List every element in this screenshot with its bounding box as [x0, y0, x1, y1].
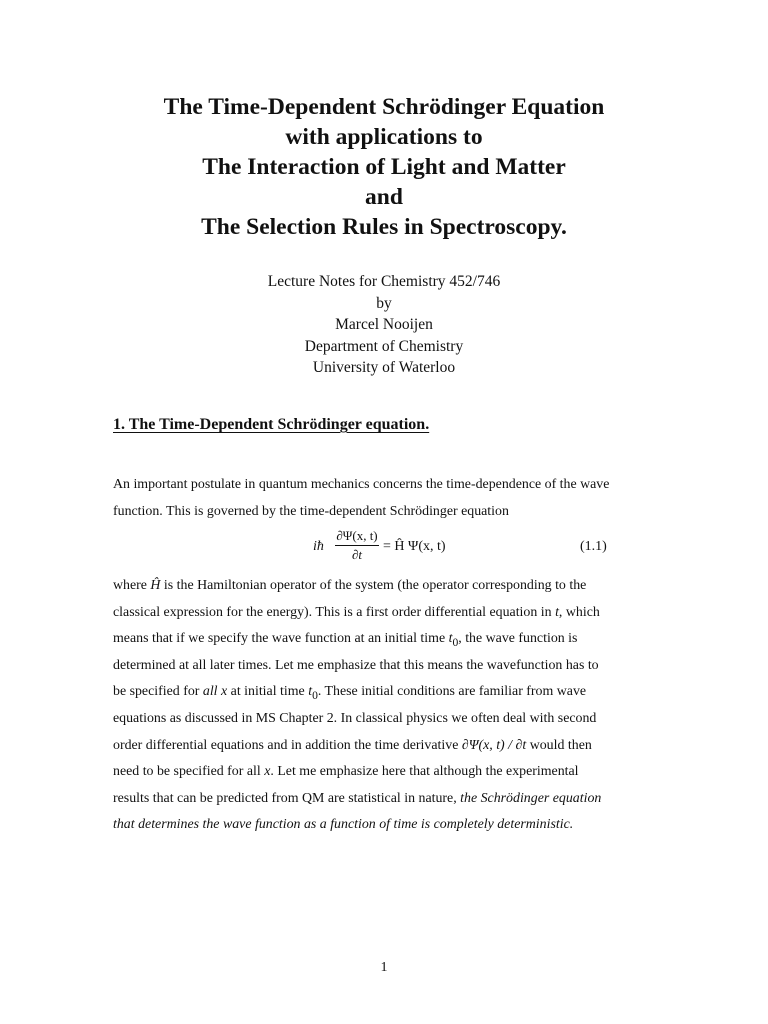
- paragraph-body: [113, 573, 658, 839]
- text-line: [113, 733, 658, 760]
- section-heading: 1. The Time-Dependent Schrödinger equation.: [113, 416, 430, 433]
- text-span: where: [113, 578, 151, 593]
- title-line: The Interaction of Light and Matter: [202, 154, 566, 180]
- text-line: that determines the wave function as a function of time is completely deterministic.: [113, 817, 574, 833]
- equation-denominator: ∂t: [351, 547, 363, 562]
- text-span: results that can be predicted from QM are statistical in nature,: [113, 790, 461, 806]
- text-span: . Let me emphasize here that although the experimental: [270, 764, 579, 780]
- equation-prefix: iħ: [313, 539, 324, 554]
- text-line: [113, 759, 658, 786]
- math-symbol: t: [308, 684, 313, 700]
- page-number: 1: [380, 960, 388, 975]
- title-line: The Selection Rules in Spectroscopy.: [201, 214, 567, 240]
- text-line: determined at all later times. Let me emphasize that this means the wavefunction has to: [113, 657, 599, 673]
- equation-rhs: = Ĥ Ψ(x, t): [383, 539, 446, 554]
- equation-number: (1.1): [580, 539, 607, 554]
- text-span: be specified for: [113, 684, 203, 700]
- math-symbol: t: [555, 604, 559, 620]
- text-line: function. This is governed by the time-dependent Schrödinger equation: [113, 503, 509, 519]
- document-title: [0, 92, 768, 242]
- emphasis: all x: [202, 684, 228, 700]
- text-line: [113, 786, 658, 813]
- text-span: means that if we specify the wave function at an initial time: [113, 631, 449, 647]
- paragraph-intro: [113, 472, 658, 525]
- author-name: Marcel Nooijen: [335, 316, 433, 334]
- math-symbol: t: [448, 631, 453, 647]
- equation-numerator: ∂Ψ(x, t): [336, 528, 378, 543]
- text-line: [113, 600, 658, 627]
- text-span: need to be specified for all: [113, 764, 265, 780]
- text-span: order differential equations and in addition the time derivative: [113, 737, 462, 753]
- subscript: 0: [452, 635, 459, 649]
- text-span: , which: [558, 604, 600, 620]
- department: Department of Chemistry: [304, 337, 464, 355]
- title-line: with applications to: [285, 124, 483, 150]
- text-line: equations as discussed in MS Chapter 2. In classical physics we often deal with second: [113, 710, 597, 726]
- author-block: [0, 271, 768, 379]
- title-line: The Time-Dependent Schrödinger Equation: [163, 94, 605, 120]
- math-expression: ∂Ψ(x, t) / ∂t: [461, 737, 527, 753]
- hamiltonian-symbol: Ĥ: [150, 578, 161, 593]
- text-line: [113, 573, 658, 600]
- text-span: . These initial conditions are familiar from wave: [317, 684, 587, 700]
- by-line: by: [376, 294, 392, 312]
- title-line: and: [365, 184, 403, 210]
- text-span: would then: [526, 737, 592, 753]
- text-line: An important postulate in quantum mechanics concerns the time-dependence of the wave: [113, 477, 610, 492]
- equation-fraction: [333, 528, 381, 563]
- course-line: Lecture Notes for Chemistry 452/746: [267, 273, 501, 290]
- subscript: 0: [312, 689, 318, 703]
- text-span: classical expression for the energy). This is a first order differential equation in: [113, 604, 556, 620]
- text-span: , the wave function is: [458, 631, 578, 647]
- text-span: is the Hamiltonian operator of the system (the operator corresponding to the: [160, 578, 587, 593]
- text-line: [113, 679, 658, 706]
- text-line: [113, 626, 658, 653]
- university: University of Waterloo: [312, 359, 456, 377]
- fraction-bar: [335, 545, 379, 546]
- math-symbol: x: [264, 764, 271, 780]
- emphasis: the Schrödinger equation: [460, 790, 602, 806]
- text-span: at initial time: [227, 684, 309, 700]
